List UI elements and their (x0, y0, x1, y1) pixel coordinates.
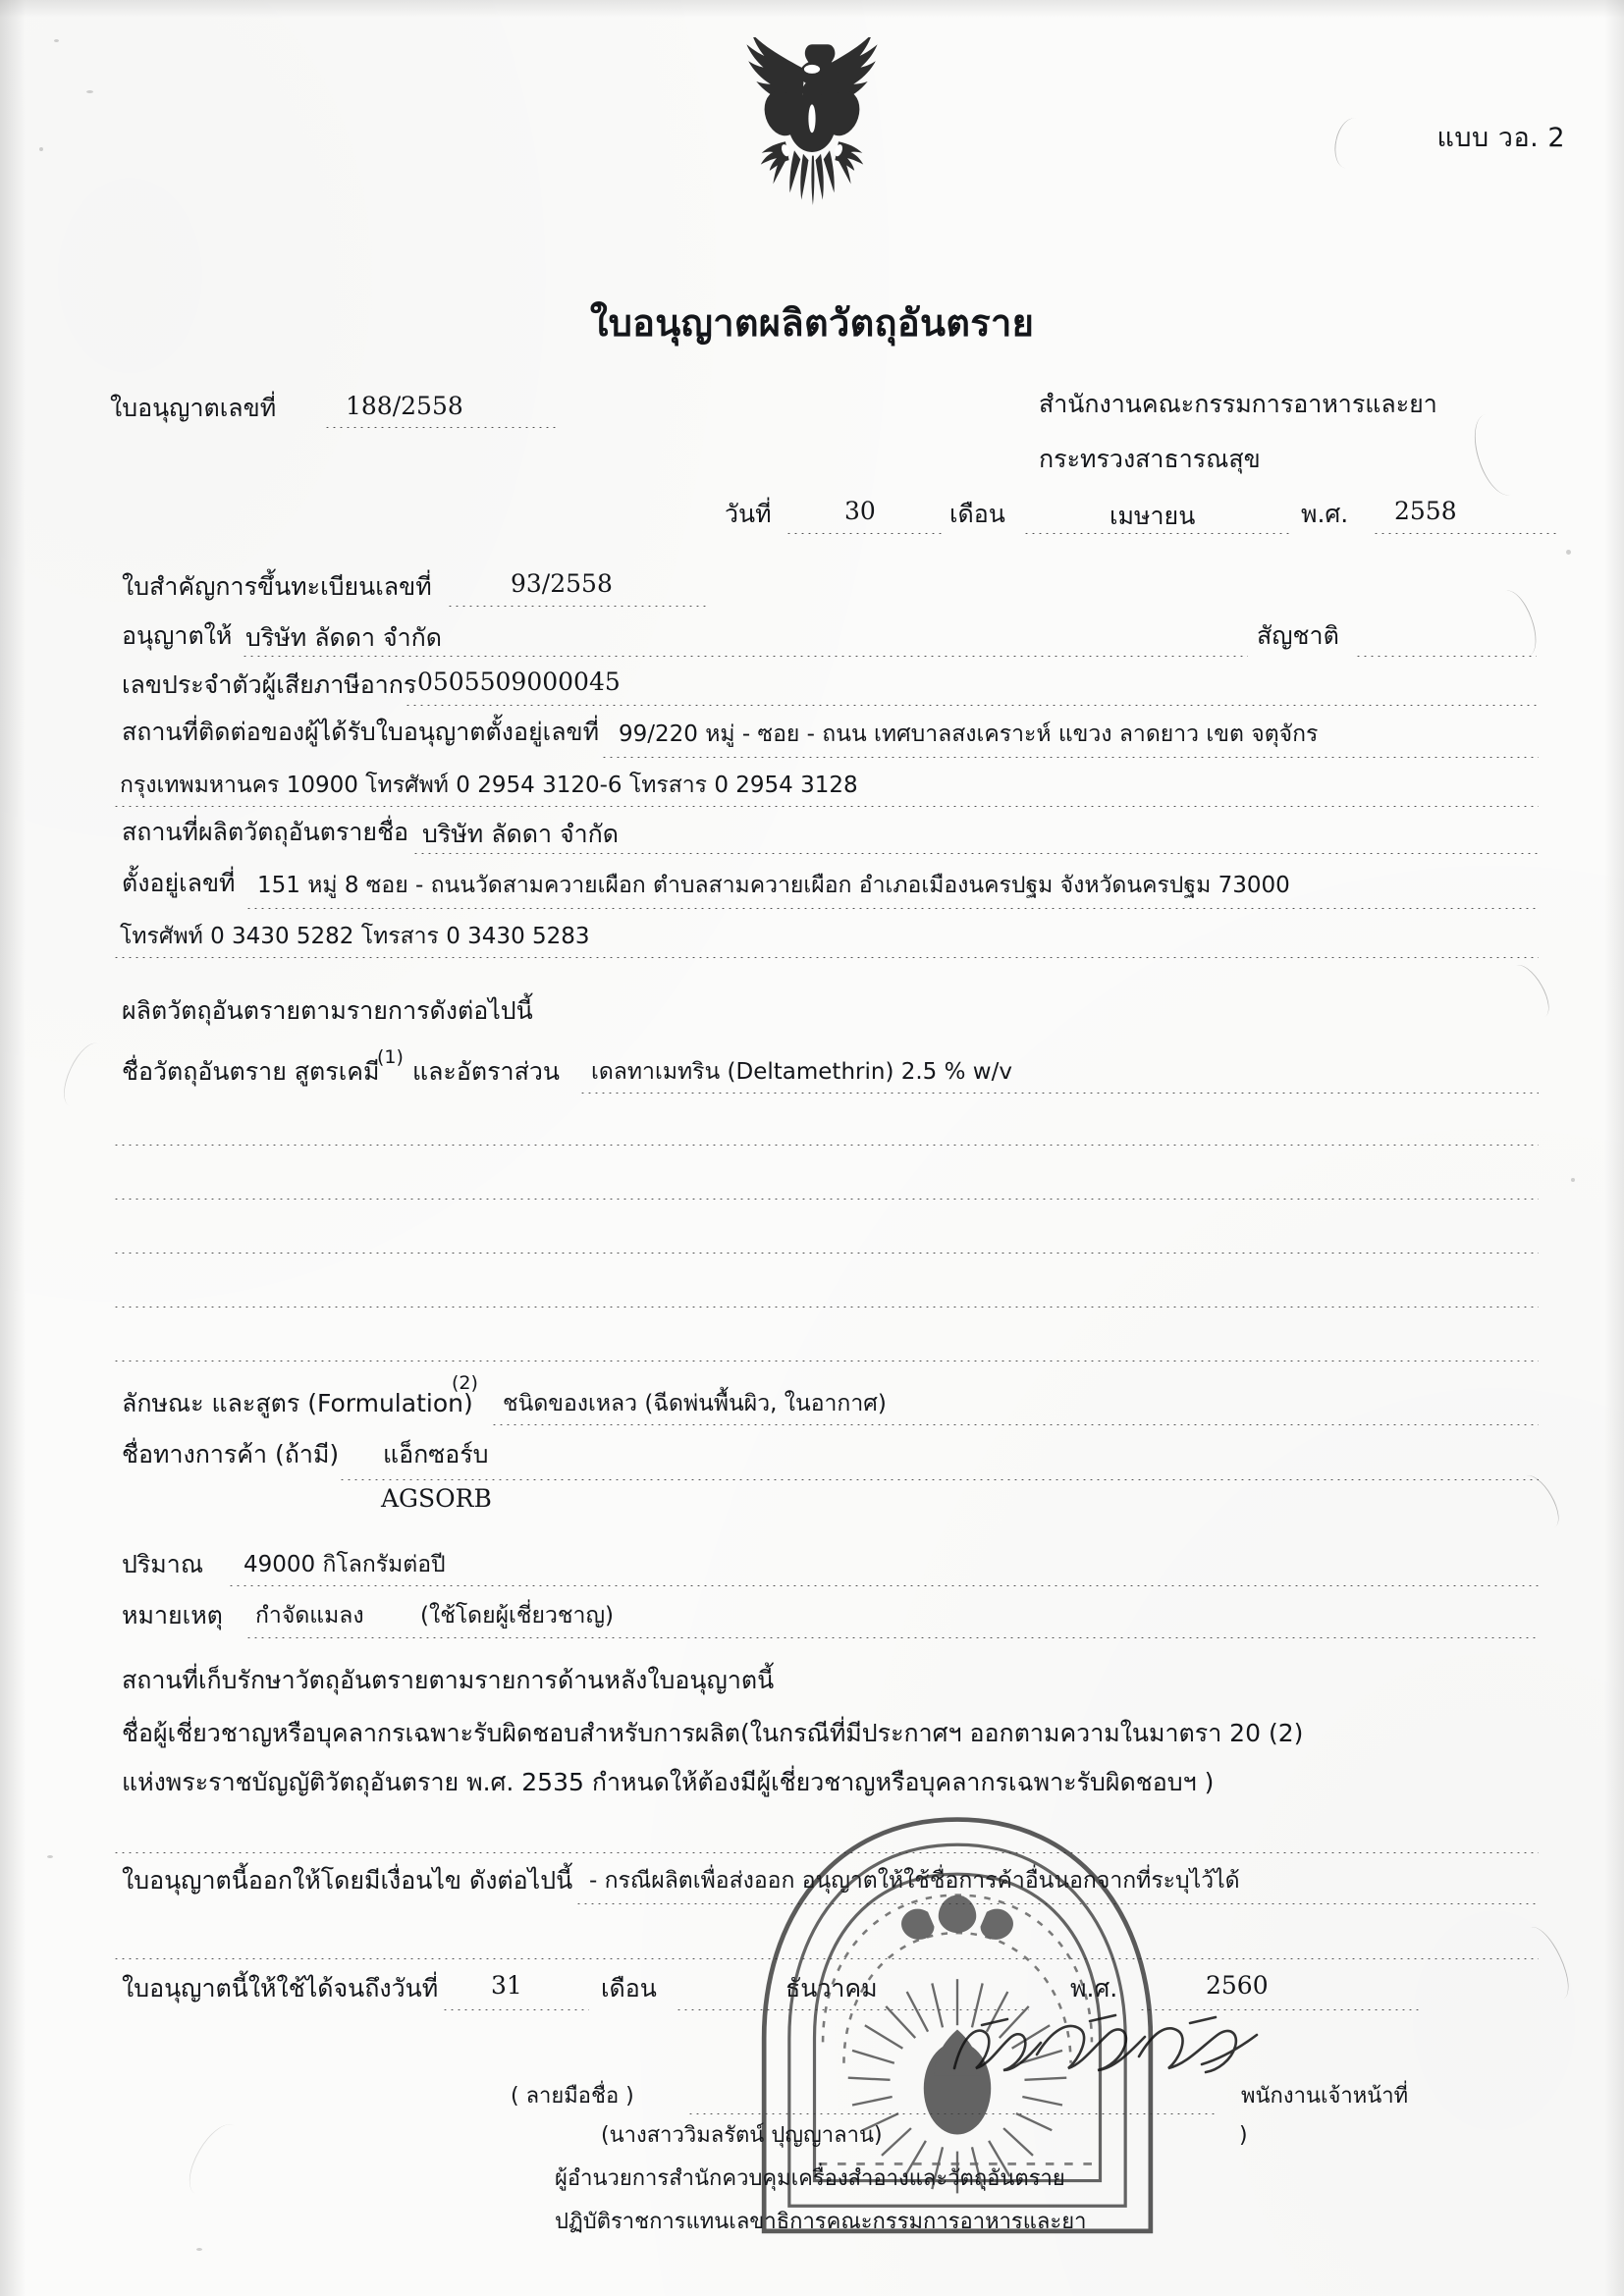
factory-phone-leader (113, 954, 1539, 958)
blank-leader-1 (113, 1142, 1539, 1146)
remark-value: กำจัดแมลง (255, 1603, 364, 1629)
license-no-value: 188/2558 (346, 392, 463, 420)
substance-value: เดลทาเมทริน (Deltamethrin) 2.5 % w/v (591, 1059, 1012, 1085)
scan-speck (39, 147, 43, 151)
signer-name-close: ) (1239, 2123, 1248, 2148)
signer-name: (นางสาววิมลรัตน์ ปุญญาลาน) (601, 2123, 883, 2148)
signature-paren: ( ลายมือชื่อ ) (511, 2084, 634, 2109)
registration-leader (447, 603, 707, 607)
blank-leader-5 (113, 1358, 1539, 1362)
expiry-year-label: พ.ศ. (1070, 1974, 1118, 2002)
permit-to-label: อนุญาตให้ (122, 621, 233, 650)
scan-speck (196, 2248, 202, 2251)
blank-leader-4 (113, 1304, 1539, 1308)
trade-name-label: ชื่อทางการค้า (ถ้ามี) (122, 1440, 340, 1468)
permit-to-value: บริษัท ลัดดา จำกัด (245, 623, 443, 652)
date-day-label: วันที่ (725, 500, 772, 528)
conditions-value: - กรณีผลิตเพื่อส่งออก อนุญาตให้ใช้ชื่อการค้าอื่นนอกจากที่ระบุไว้ได้ (589, 1868, 1240, 1894)
formulation-value: ชนิดของเหลว (ฉีดพ่นพื้นผิว, ในอากาศ) (503, 1391, 887, 1416)
scan-speck (1571, 1178, 1575, 1182)
signer-position-1: ผู้อำนวยการสำนักควบคุมเครื่องสำอางและวัตถุอันตราย (555, 2166, 1065, 2191)
storage-line: สถานที่เก็บรักษาวัตถุอันตรายตามรายการด้านหลังใบอนุญาตนี้ (122, 1666, 775, 1694)
expiry-year-value: 2560 (1206, 1971, 1269, 2000)
quantity-label: ปริมาณ (122, 1550, 204, 1578)
page-title: ใบอนุญาตผลิตวัตถุอันตราย (589, 301, 1035, 345)
trade-name-value: แอ็กซอร์บ (383, 1440, 489, 1468)
substance-label-b: และอัตราส่วน (412, 1057, 560, 1086)
substance-leader (579, 1090, 1539, 1094)
nationality-leader (1355, 653, 1537, 657)
scan-stroke (56, 1038, 113, 1113)
scan-stroke (1466, 408, 1531, 501)
contact-leader-2 (113, 803, 1539, 807)
formulation-label: ลักษณะ และสูตร (Formulation) (122, 1389, 473, 1417)
blank-leader-2 (113, 1196, 1539, 1200)
agency-line-2: กระทรวงสาธารณสุข (1039, 445, 1261, 473)
contact-line-2: กรุงเทพมหานคร 10900 โทรศัพท์ 0 2954 3120-6 โทรสาร 0 2954 3128 (120, 773, 858, 798)
date-day-value: 30 (844, 497, 876, 525)
scan-speck (86, 90, 93, 93)
scan-speck (47, 1855, 53, 1858)
nationality-label: สัญชาติ (1257, 621, 1339, 650)
date-day-leader (785, 530, 943, 534)
expert-line-2: แห่งพระราชบัญญัติวัตถุอันตราย พ.ศ. 2535 กำหนดให้ต้องมีผู้เชี่ยวชาญหรือบุคลากรเฉพาะรับผิดชอบฯ ) (122, 1768, 1215, 1796)
scan-stroke (1517, 1921, 1578, 2005)
expiry-day-leader (442, 2006, 589, 2010)
date-month-value: เมษายน (1110, 502, 1196, 530)
substance-label-a: ชื่อวัตถุอันตราย สูตรเคมี (122, 1057, 380, 1086)
handwritten-signature (943, 2007, 1276, 2096)
trade-name-value-latin: AGSORB (381, 1484, 492, 1513)
date-year-value: 2558 (1394, 497, 1457, 525)
agency-line-1: สำนักงานคณะกรรมการอาหารและยา (1039, 390, 1437, 418)
expiry-month-label: เดือน (601, 1974, 657, 2002)
signer-position-2: ปฏิบัติราชการแทนเลขาธิการคณะกรรมการอาหารและยา (555, 2210, 1087, 2234)
quantity-value: 49000 กิโลกรัมต่อปี (244, 1552, 446, 1577)
conditions-label: ใบอนุญาตนี้ออกให้โดยมีเงื่อนไข ดังต่อไปนี้ (122, 1866, 573, 1895)
scan-stroke (1330, 115, 1371, 171)
scan-stroke (179, 2116, 249, 2203)
license-no-leader (324, 424, 560, 428)
expiry-month-value: ธันวาคม (785, 1974, 878, 2002)
expiry-label: ใบอนุญาตนี้ให้ใช้ได้จนถึงวันที่ (122, 1974, 439, 2002)
registration-label: ใบสำคัญการขึ้นทะเบียนเลขที่ (122, 572, 432, 601)
factory-label: สถานที่ผลิตวัตถุอันตรายชื่อ (122, 818, 409, 846)
blank-leader-3 (113, 1250, 1539, 1254)
registration-value: 93/2558 (511, 569, 613, 598)
garuda-emblem (724, 37, 900, 214)
scan-stroke (1491, 586, 1543, 661)
substance-footnote-1: (1) (377, 1046, 404, 1068)
factory-addr-leader (245, 905, 1539, 909)
scan-speck (54, 39, 59, 42)
expiry-day-value: 31 (491, 1971, 522, 2000)
taxid-label: เลขประจำตัวผู้เสียภาษีอากร (122, 670, 417, 699)
scan-stroke (1504, 959, 1556, 1023)
remark-leader (245, 1634, 1539, 1638)
taxid-leader (405, 702, 1539, 706)
quantity-leader (228, 1582, 1539, 1586)
produce-heading: ผลิตวัตถุอันตรายตามรายการดังต่อไปนี้ (122, 996, 533, 1025)
form-code: แบบ วอ. 2 (1436, 123, 1565, 153)
date-month-label: เดือน (949, 500, 1005, 528)
formulation-footnote-2: (2) (452, 1372, 478, 1394)
date-year-label: พ.ศ. (1301, 500, 1349, 528)
remark-value-2: (ใช้โดยผู้เชี่ยวชาญ) (420, 1603, 615, 1629)
date-year-leader (1373, 530, 1559, 534)
factory-value: บริษัท ลัดดา จำกัด (422, 820, 620, 848)
expert-line-1: ชื่อผู้เชี่ยวชาญหรือบุคลากรเฉพาะรับผิดชอบสำหรับการผลิต(ในกรณีที่มีประกาศฯ ออกตามความในมาตรา 20 (2) (122, 1719, 1304, 1747)
license-no-label: ใบอนุญาตเลขที่ (110, 394, 277, 422)
signature-leader (687, 2110, 1218, 2114)
scan-speck (1566, 550, 1571, 555)
factory-addr-value: 151 หมู่ 8 ซอย - ถนนวัดสามควายเผือก ตำบลสามควายเผือก อำเภอเมืองนครปฐม จังหวัดนครปฐม 73000 (257, 873, 1290, 898)
factory-phone: โทรศัพท์ 0 3430 5282 โทรสาร 0 3430 5283 (120, 924, 590, 949)
formulation-leader (491, 1421, 1539, 1425)
trade-name-leader (339, 1476, 1539, 1480)
contact-leader (601, 754, 1539, 758)
remark-label: หมายเหตุ (122, 1601, 223, 1629)
officer-label: พนักงานเจ้าหน้าที่ (1241, 2084, 1409, 2109)
contact-value: 99/220 หมู่ - ซอย - ถนน เทศบาลสงเคราะห์ แขวง ลาดยาว เขต จตุจักร (619, 721, 1319, 747)
scan-edge-top (0, 0, 1624, 18)
taxid-value: 0505509000045 (417, 667, 621, 696)
factory-addr-label: ตั้งอยู่เลขที่ (122, 869, 236, 897)
contact-label: สถานที่ติดต่อของผู้ได้รับใบอนุญาตตั้งอยู่เลขที่ (122, 718, 600, 746)
